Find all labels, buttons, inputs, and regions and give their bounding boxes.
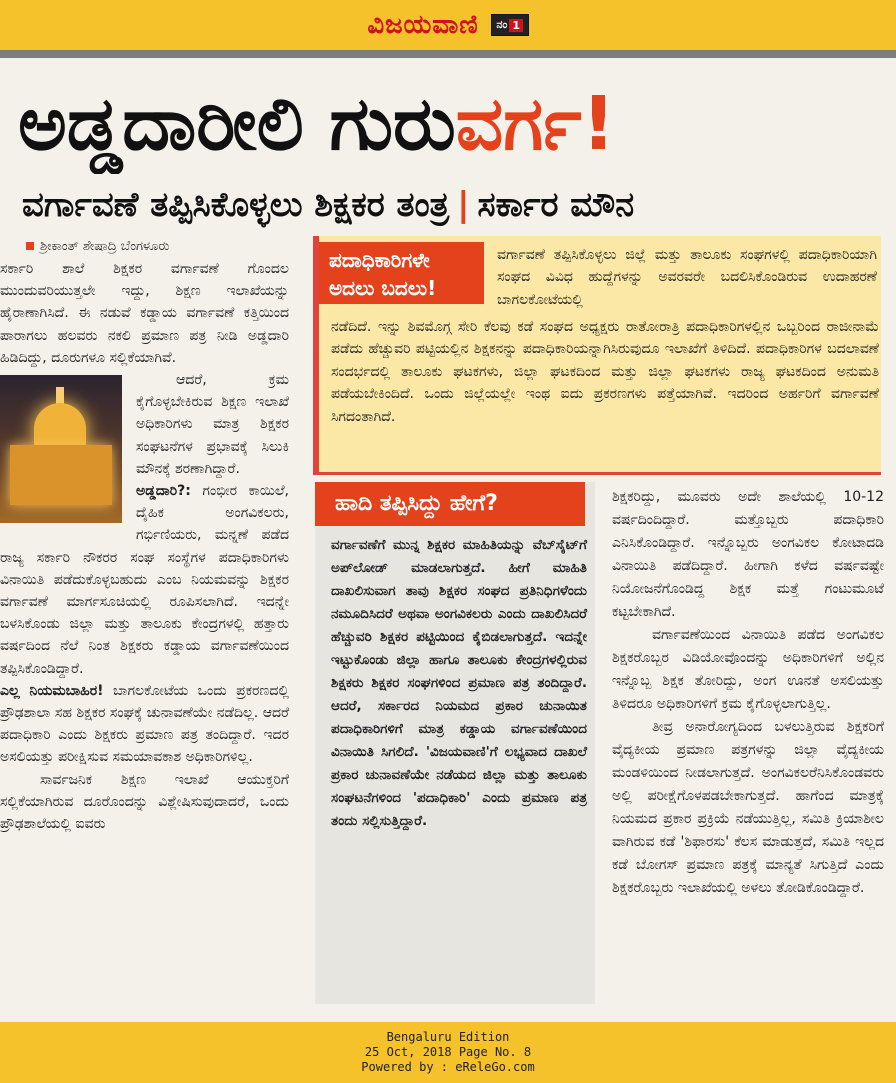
sidebar-box-how-misled [315,482,595,1004]
box-title: ಹಾದಿ ತಪ್ಪಿಸಿದ್ದು ಹೇಗೆ? [315,482,585,526]
byline [0,236,293,258]
paragraph: ತೀವ್ರ ಅನಾರೋಗ್ಯದಿಂದ ಬಳಲುತ್ತಿರುವ ಶಿಕ್ಷಕರಿಗೆ ವೈದ್ಯಕೀಯ ಪ್ರಮಾಣ ಪತ್ರಗಳನ್ನು ಜಿಲ್ಲಾ ವೈದ್ಯಕೀಯ ಮಂಡಳಿಯಿಂದ ನೀಡಲಾಗುತ್ತದೆ. ಅಂಗವಿಕಲರೆನಿಸಿಕೊಂಡವರು ಅಲ್ಲಿ ಪರೀಕ್ಷೆಗೊಳಪಡಬೇಕಾಗುತ್ತದೆ. ಹಾಗೆಂದ ಮಾತ್ರಕ್ಕೆ ನಿಯಮದ ಪ್ರಕಾರ ಪ್ರಕ್ರಿಯೆ ನಡೆಯುತ್ತಿಲ್ಲ, ಸಮಿತಿ ಕ್ರಿಯಾಶೀಲ ವಾಗಿರುವ ಕಡೆ 'ಶಿಫಾರಸು' ಕೆಲಸ ಮಾಡುತ್ತದೆ, ಸಮಿತಿ ಇಲ್ಲದ ಕಡೆ ಬೋಗಸ್ ಪ್ರಮಾಣ ಪತ್ರಕ್ಕೆ ಮಾನ್ಯತೆ ಸಿಗುತ್ತಿದೆ ಎಂದು ಶಿಕ್ಷಕರೊಬ್ಬರು ಇಲಾಖೆಯಲ್ಲಿ ಅಳಲು ತೋಡಿಕೊಂಡಿದ್ದಾರೆ. [612,719,884,896]
sidebar-box-office-bearers [313,236,881,474]
box-divider [313,472,881,475]
bullet-square-icon [26,242,34,250]
column-1-text [0,258,293,835]
section-lead: ಅಡ್ಡದಾರಿ?: [136,483,191,500]
vidhana-soudha-photo [0,375,122,523]
subheadline [22,182,882,228]
footer-powered: Powered by : eReleGo.com [361,1060,535,1074]
paragraph: ಗಂಭೀರ ಕಾಯಿಲೆ, ದೈಹಿಕ ಅಂಗವಿಕಲರು, ಗರ್ಭಿಣಿಯರು, ಮನ್ನಣೆ ಪಡೆದ ರಾಜ್ಯ ಸರ್ಕಾರಿ ನೌಕರರ ಸಂಘ ಸಂಸ್ಥೆಗಳ ಪದಾಧಿಕಾರಿಗಳು ವಿನಾಯಿತಿ ಪಡೆದುಕೊಳ್ಳಬಹುದು ಎಂಬ ನಿಯಮವನ್ನು ಶಿಕ್ಷಕರ ವರ್ಗಾವಣೆ ಮಾರ್ಗಸೂಚಿಯಲ್ಲಿ ರೂಪಿಸಲಾಗಿದೆ. ಇದನ್ನೇ ಬಳಸಿಕೊಂಡು ಜಿಲ್ಲಾ ಮತ್ತು ತಾಲೂಕು ಕೇಂದ್ರಗಳಲ್ಲಿ ಹತ್ತಾರು ವರ್ಷದಿಂದ ನೆಲೆ ನಿಂತ ಶಿಕ್ಷಕರು ಕಡ್ಡಾಯ ವರ್ಗಾವಣೆಯಿಂದ ತಪ್ಪಿಸಿಕೊಂಡಿದ್ದಾರೆ. [0,483,289,677]
newspaper-logo: ವಿಜಯವಾಣಿ [367,9,479,40]
box-paragraph: ನಡೆದಿದೆ. ಇನ್ನು ಶಿವಮೊಗ್ಗ ಸೇರಿ ಕೆಲವು ಕಡೆ ಸಂಘದ ಅಧ್ಯಕ್ಷರು ರಾತೋರಾತ್ರಿ ಪದಾಧಿಕಾರಿಗಳಲ್ಲಿನ ಒಬ್ಬರಿಂದ ರಾಜೀನಾಮೆ ಪಡೆದು ಹೆಚ್ಚುವರಿ ಪಟ್ಟಿಯಲ್ಲಿನ ಶಿಕ್ಷಕನನ್ನು ಪದಾಧಿಕಾರಿಯನ್ನಾಗಿಸಿರುವುದೂ ಇಲಾಖೆಗೆ ತಿಳಿದಿದೆ. ಪದಾಧಿಕಾರಿಗಳ ಬದಲಾವಣೆ ಸಂದರ್ಭದಲ್ಲಿ ತಾಲೂಕು ಘಟಕಗಳು, ಜಿಲ್ಲಾ ಘಟಕದಿಂದ ಮತ್ತು ಜಿಲ್ಲಾ ಘಟಕಗಳು ರಾಜ್ಯ ಘಟಕದಿಂದ ಅನುಮತಿ ಪಡೆಯಬೇಕಿಂದಿದೆ. ಒಂದು ಜಿಲ್ಲೆಯಲ್ಲೇ ಇಂಥ ಐದು ಪ್ರಕರಣಗಳು ಪತ್ತೆಯಾಗಿವೆ. ಇದರಿಂದ ಅರ್ಹರಿಗೆ ವರ್ಗಾವಣೆ ಸಿಗದಂತಾಗಿದೆ. [331,319,879,425]
box-title: ಪದಾಧಿಕಾರಿಗಳೇ ಅದಲು ಬದಲು! [319,242,484,304]
headline-part2: ವರ್ಗ! [455,81,616,167]
paragraph: ಶಿಕ್ಷಕರಿದ್ದು, ಮೂವರು ಅದೇ ಶಾಲೆಯಲ್ಲಿ 10-12 ವರ್ಷದಿಂದಿದ್ದಾರೆ. ಮತ್ತೊಬ್ಬರು ಪದಾಧಿಕಾರಿ ಎನಿಸಿಕೊಂಡಿದ್ದಾರೆ. ಇನ್ನೊಬ್ಬರು ಅಂಗವಿಕಲ ಕೋಟಾದಡಿ ವಿನಾಯಿತಿ ಪಡೆದಿದ್ದಾರೆ. ಹೀಗಾಗಿ ಕಳೆದ ವರ್ಷವಷ್ಟೇ ನಿಯೋಜನೆಗೊಂಡಿದ್ದ ಶಿಕ್ಷಕ ಮತ್ತೆ ಗಂಟುಮೂಟೆ ಕಟ್ಟಬೇಕಾಗಿದೆ. [612,489,884,620]
column-3-text [612,486,884,900]
paragraph: ಆದರೆ, ಕ್ರಮ ಕೈಗೊಳ್ಳಬೇಕಿರುವ ಶಿಕ್ಷಣ ಇಲಾಖೆ ಅಧಿಕಾರಿಗಳು ಮಾತ್ರ ಶಿಕ್ಷಕರ ಸಂಘಟನೆಗಳ ಪ್ರಭಾವಕ್ಕೆ ಸಿಲುಕಿ ಮೌನಕ್ಕೆ ಶರಣಾಗಿದ್ದಾರೆ. [136,372,289,477]
byline-text: ಶ್ರೀಕಾಂತ್ ಶೇಷಾದ್ರಿ ಬೆಂಗಳೂರು [40,239,170,254]
headline-part1: ಅಡ್ಡದಾರೀಲಿ ಗುರು [18,81,456,167]
paragraph: ಸರ್ಕಾರಿ ಶಾಲೆ ಶಿಕ್ಷಕರ ವರ್ಗಾವಣೆ ಗೊಂದಲ ಮುಂದುವರಿಯುತ್ತಲೇ ಇದ್ದು, ಶಿಕ್ಷಣ ಇಲಾಖೆಯನ್ನು ಹೈರಾಣಾಗಿಸಿದೆ. ಈ ನಡುವೆ ಕಡ್ಡಾಯ ವರ್ಗಾವಣೆ ಕತ್ತಿಯಿಂದ ಪಾರಾಗಲು ಹಲವರು ನಕಲಿ ಪ್ರಮಾಣ ಪತ್ರ ನೀಡಿ ಅಡ್ಡದಾರಿ ಹಿಡಿದಿದ್ದು, ದೂರುಗಳೂ ಸಲ್ಲಿಕೆಯಾಗಿವೆ. [0,261,289,366]
paragraph: ವರ್ಗಾವಣೆಯಿಂದ ವಿನಾಯಿತಿ ಪಡೆದ ಅಂಗವಿಕಲ ಶಿಕ್ಷಕರೊಬ್ಬರ ವಿಡಿಯೋವೊಂದನ್ನು ಅಧಿಕಾರಿಗಳಿಗೆ ಅಲ್ಲಿನ ಇನ್ನೊಬ್ಬ ಶಿಕ್ಷಕ ತೋರಿದ್ದು, ಅಂಗ ಊನತೆ ಅಸಲಿಯತ್ತು ತಿಳಿದರೂ ಅಧಿಕಾರಿಗಳಿಗೆ ಕ್ರಮ ಕೈಗೊಳ್ಳಲಾಗುತ್ತಿಲ್ಲ. [612,627,884,712]
no1-badge-icon: ನಂ 1 [491,14,529,36]
article-column-1 [0,236,293,1006]
box-paragraph: ವರ್ಗಾವಣೆಗೆ ಮುನ್ನ ಶಿಕ್ಷಕರ ಮಾಹಿತಿಯನ್ನು ವೆಬ್‌ಸೈಟ್‌ಗೆ ಅಪ್‌ಲೋಡ್ ಮಾಡಲಾಗುತ್ತದೆ. ಹೀಗೆ ಮಾಹಿತಿ ದಾಖಲಿಸುವಾಗ ತಾವು ಶಿಕ್ಷಕರ ಸಂಘದ ಪ್ರತಿನಿಧಿಗಳೆಂದು ನಮೂದಿಸಿದರೆ ಅಥವಾ ಅಂಗವಿಕಲರು ಎಂದು ದಾಖಲಿಸಿದರೆ ಹೆಚ್ಚುವರಿ ಶಿಕ್ಷಕರ ಪಟ್ಟಿಯಿಂದ ಕೈಬಿಡಲಾಗುತ್ತದೆ. ಇದನ್ನೇ ಇಟ್ಟುಕೊಂಡು ಜಿಲ್ಲಾ ಹಾಗೂ ತಾಲೂಕು ಕೇಂದ್ರಗಳಲ್ಲಿರುವ ಶಿಕ್ಷಕರು ಶಿಕ್ಷಕರ ಸಂಘಗಳಿಂದ ಪ್ರಮಾಣ ಪತ್ರ ತಂದಿದ್ದಾರೆ. ಆದರೆ, ಸರ್ಕಾರದ ನಿಯಮದ ಪ್ರಕಾರ ಚುನಾಯಿತ ಪದಾಧಿಕಾರಿಗಳಿಗೆ ಮಾತ್ರ ಕಡ್ಡಾಯ ವರ್ಗಾವಣೆಯಿಂದ ವಿನಾಯಿತಿ ಸಿಗಲಿದೆ. 'ವಿಜಯವಾಣಿ'ಗೆ ಲಭ್ಯವಾದ ದಾಖಲೆ ಪ್ರಕಾರ ಚುನಾವಣೆಯೇ ನಡೆಯದ ಜಿಲ್ಲಾ ಮತ್ತು ತಾಲೂಕು ಸಂಘಟನೆಗಳಿಂದ 'ಪದಾಧಿಕಾರಿ' ಎಂದು ಪ್ರಮಾಣ ಪತ್ರ ತಂದು ಸಲ್ಲಿಸುತ್ತಿದ್ದಾರೆ. [331,537,587,829]
masthead [0,0,896,50]
footer-edition: Bengaluru Edition [386,1030,510,1044]
footer [0,1022,896,1083]
header-divider [0,50,896,58]
box-paragraph: ವರ್ಗಾವಣೆ ತಪ್ಪಿಸಿಕೊಳ್ಳಲು ಜಿಲ್ಲೆ ಮತ್ತು ತಾಲೂಕು ಸಂಘಗಳಲ್ಲಿ ಪದಾಧಿಕಾರಿಯಾಗಿ ಸಂಘದ ವಿವಿಧ ಹುದ್ದೆಗಳನ್ನು ಅವರವರೇ ಬದಲಿಸಿಕೊಂಡಿರುವ ಉದಾಹರಣೆ ಬಾಗಲಕೋಟೆಯಲ್ಲಿ [497,247,877,308]
paragraph: ಬಾಗಲಕೋಟೆಯ ಒಂದು ಪ್ರಕರಣದಲ್ಲಿ ಪ್ರೌಢಶಾಲಾ ಸಹ ಶಿಕ್ಷಕರ ಸಂಘಕ್ಕೆ ಚುನಾವಣೆಯೇ ನಡೆದಿಲ್ಲ. ಆದರೆ ಪದಾಧಿಕಾರಿ ಎಂದು ಶಿಕ್ಷಕರು ಪ್ರಮಾಣ ಪತ್ರ ತಂದಿದ್ದಾರೆ. ಇದರ ಅಸಲಿಯತ್ತು ಪರೀಕ್ಷಿಸುವ ಸಮಯಾವಕಾಶ ಅಧಿಕಾರಿಗಳಿಲ್ಲ. [0,682,289,766]
paragraph: ಸಾರ್ವಜನಿಕ ಶಿಕ್ಷಣ ಇಲಾಖೆ ಆಯುಕ್ತರಿಗೆ ಸಲ್ಲಿಕೆಯಾಗಿರುವ ದೂರೊಂದನ್ನು ವಿಶ್ಲೇಷಿಸುವುದಾದರೆ, ಒಂದು ಪ್ರೌಢಶಾಲೆಯಲ್ಲಿ ಐವರು [0,771,289,833]
section-lead: ಎಲ್ಲ ನಿಯಮಬಾಹಿರ! [0,682,104,699]
subhead-left: ವರ್ಗಾವಣೆ ತಪ್ಪಿಸಿಕೊಳ್ಳಲು ಶಿಕ್ಷಕರ ತಂತ್ರ [22,185,450,225]
subhead-right: ಸರ್ಕಾರ ಮೌನ [477,185,635,225]
subhead-separator: | [457,185,470,225]
headline [18,74,878,174]
footer-date: 25 Oct, 2018 Page No. 8 [364,1045,532,1059]
article-column-3 [612,486,884,1006]
